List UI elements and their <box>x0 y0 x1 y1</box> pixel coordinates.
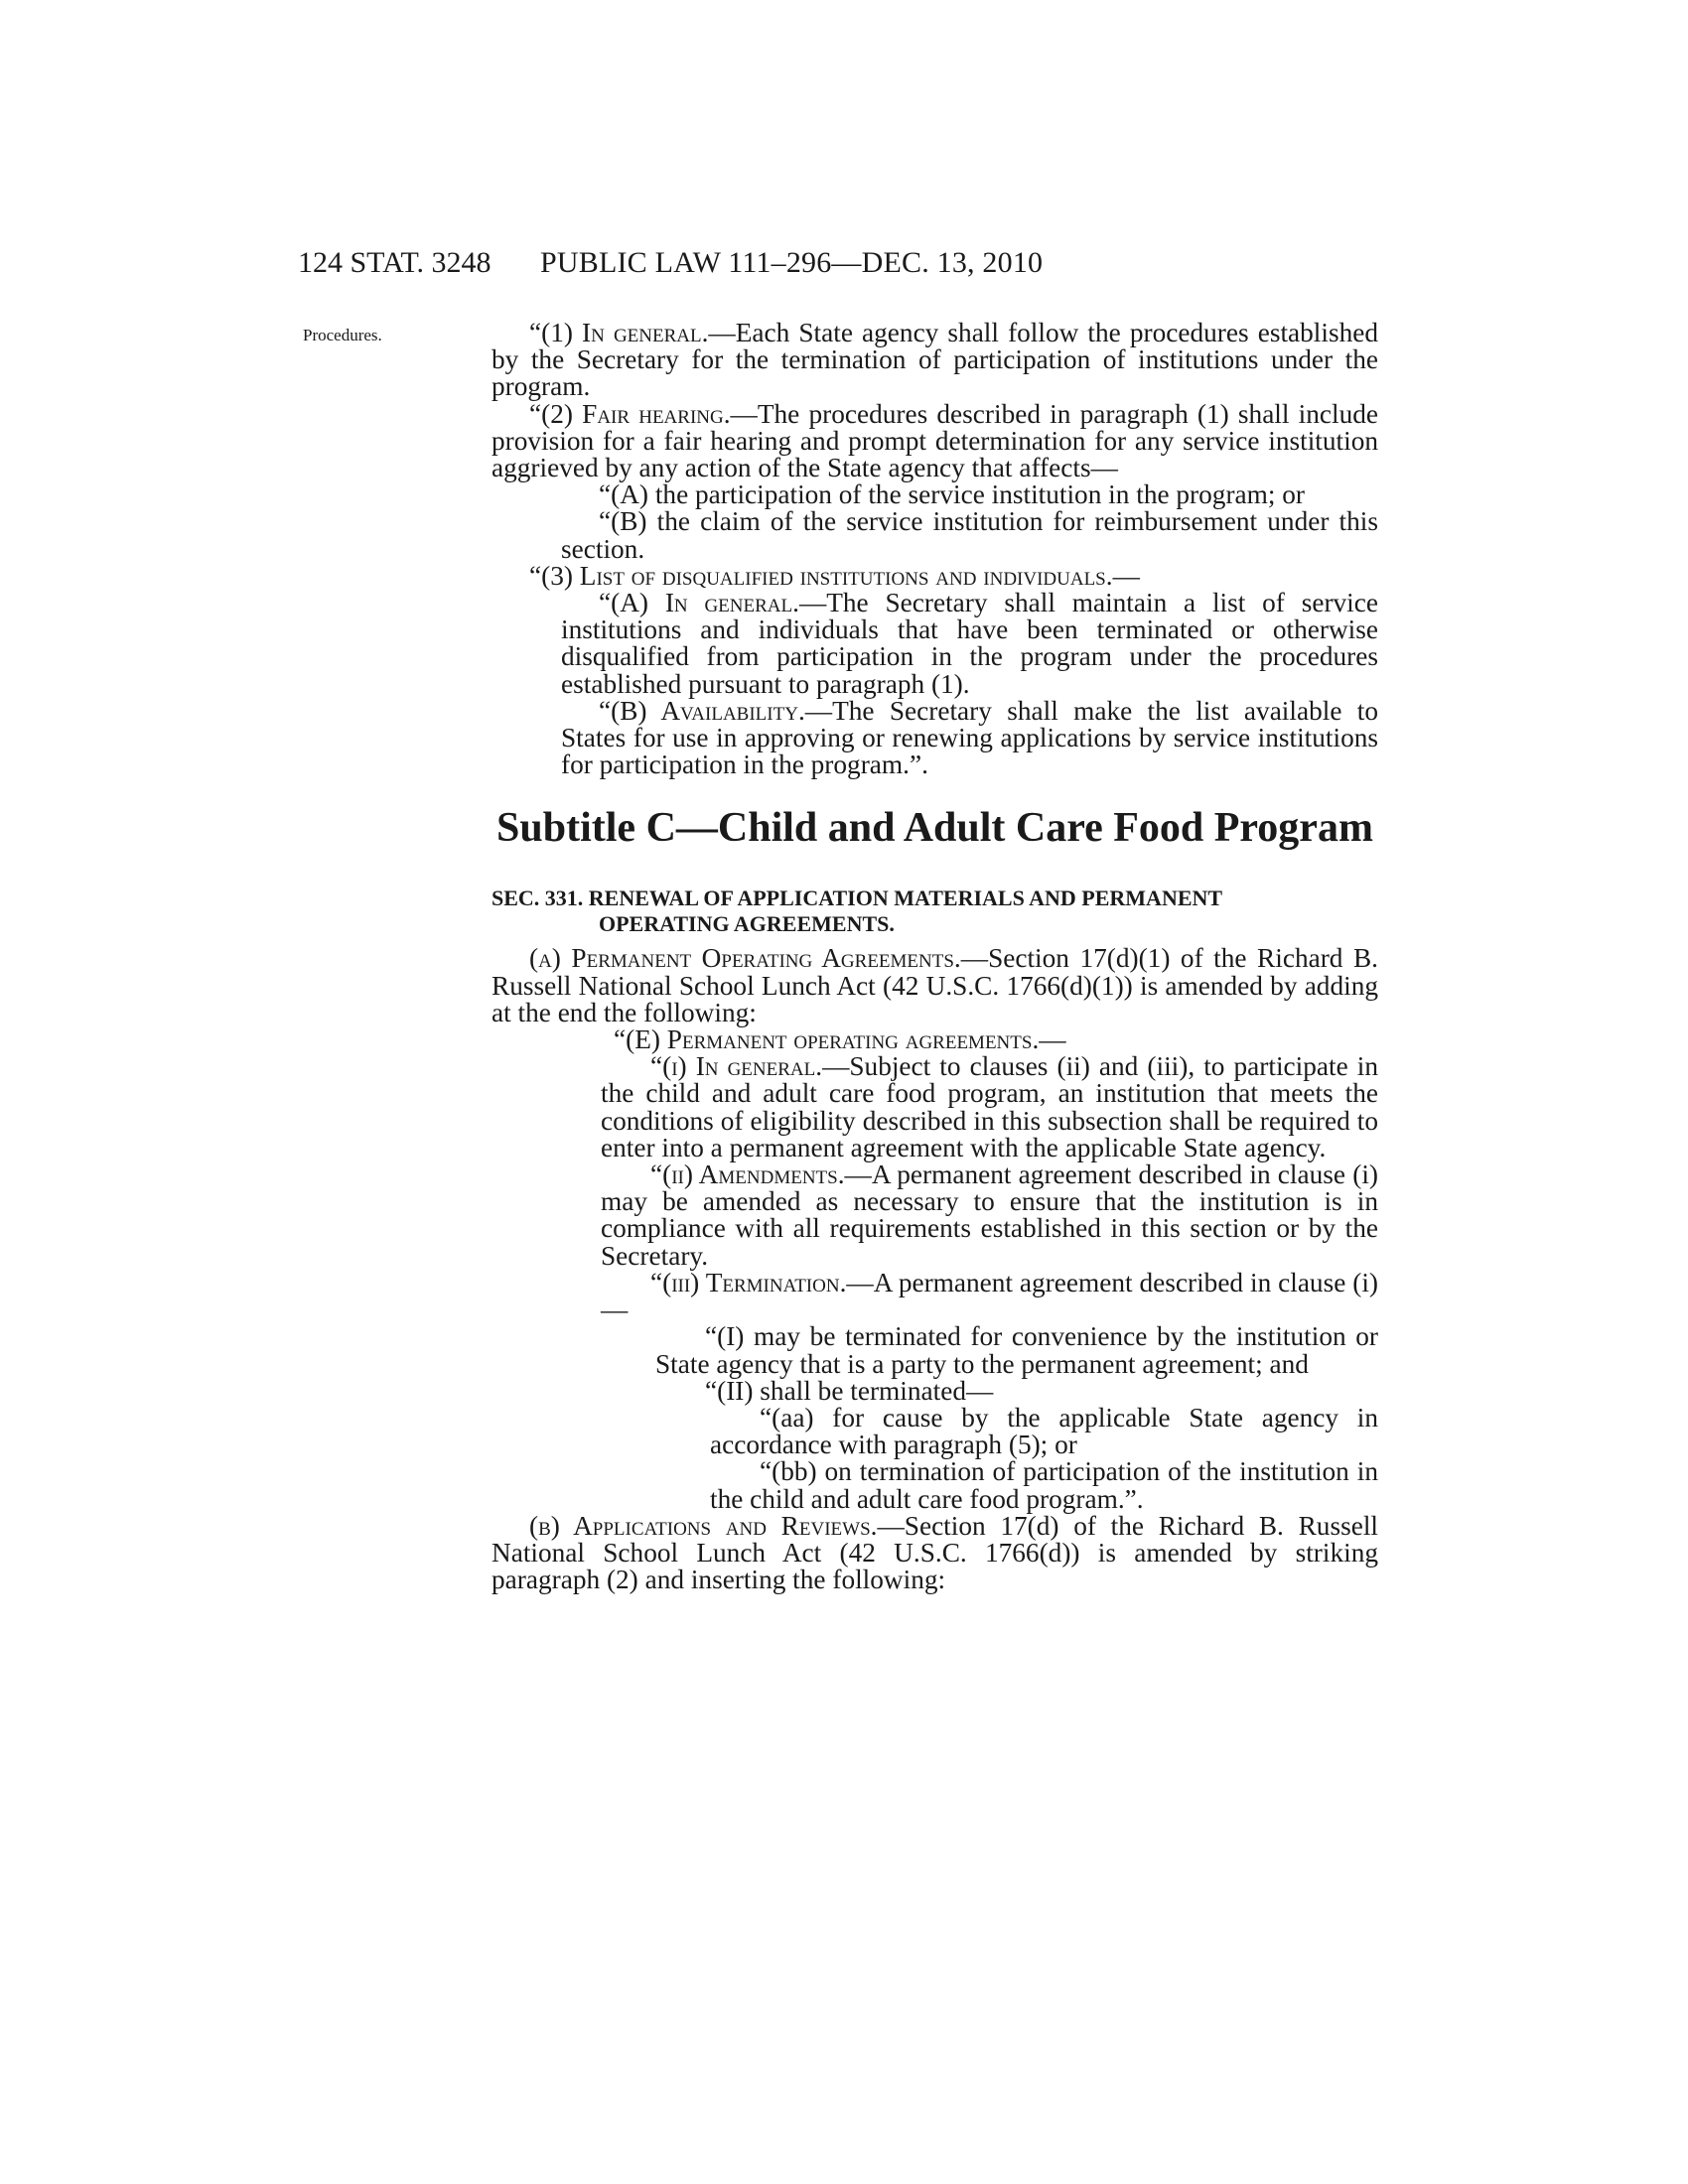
section-heading-line-1: SEC. 331. RENEWAL OF APPLICATION MATERIALS AND PERMANENT <box>492 886 1223 911</box>
paragraph-3: “(3) List of disqualified institutions and individuals.— <box>529 560 1140 591</box>
paragraph-heading: “(i) In general. <box>650 1051 823 1082</box>
subsection-b <box>492 1510 1378 1595</box>
clause-iii <box>492 1267 1378 1325</box>
paragraph-2 <box>492 398 1379 483</box>
paragraph-text: —A permanent agreement described in clause (i) may be amended as necessary to ensure that the institution is in compliance with all requirements established in this section or by the Secretary. <box>601 1160 1378 1271</box>
subparagraph-3b <box>492 695 1379 780</box>
subparagraph-2b: “(B) the claim of the service institution for reimbursement under this section. <box>561 506 1378 564</box>
item-bb: “(bb) on termination of participation of the institution in the child and adult care food program.”. <box>710 1456 1378 1514</box>
paragraph-text: —Subject to clauses (ii) and (iii), to participate in the child and adult care food program, an institution that meets the conditions of eligibility described in this subsection shall be required to enter into a permanent agreement with the applicable State agency. <box>601 1051 1379 1162</box>
paragraph-heading: “(ii) Amendments. <box>650 1160 845 1190</box>
paragraph-text: —The Secretary shall maintain a list of service institutions and individuals that have been terminated or otherwise disqualified from participation in the program under the procedures established pursuant to paragraph (1). <box>561 588 1379 699</box>
paragraph-text: —Section 17(d)(1) of the Richard B. Russell National School Lunch Act (42 U.S.C. 1766(d)(1)) is amended by adding at the end the following: <box>492 943 1378 1027</box>
paragraph-heading: (b) Applications and Reviews. <box>529 1510 878 1541</box>
paragraph-text: —A permanent agreement described in clause (i)— <box>601 1267 1378 1325</box>
paragraph-1 <box>492 320 1378 401</box>
subparagraph-2a: “(A) the participation of the service institution in the program; or <box>599 479 1306 510</box>
subclause-II: “(II) shall be terminated— <box>705 1375 994 1406</box>
paragraph-heading: “(A) In general. <box>599 588 799 618</box>
paragraph-text: —Each State agency shall follow the procedures established by the Secretary for the termination of participation of institutions under the program. <box>492 318 1378 402</box>
paragraph-heading: “(2) Fair hearing. <box>529 398 731 429</box>
section-heading <box>492 886 1378 937</box>
clause-ii <box>492 1161 1378 1270</box>
paragraph-heading: (a) Permanent Operating Agreements. <box>529 943 961 974</box>
paragraph-heading: “(B) Availability. <box>599 695 805 726</box>
statute-citation: 124 STAT. 3248 <box>298 246 492 279</box>
page-header <box>0 246 1688 286</box>
subparagraph-E: “(E) Permanent operating agreements.— <box>614 1024 1066 1055</box>
paragraph-text: —The procedures described in paragraph (1) shall include provision for a fair hearing and prompt determination for any service institution aggrieved by any action of the State agency that affects— <box>492 398 1379 483</box>
running-head: PUBLIC LAW 111–296—DEC. 13, 2010 <box>540 246 1044 279</box>
paragraph-heading: “(iii) Termination. <box>650 1267 847 1297</box>
clause-i <box>492 1053 1378 1161</box>
paragraph-heading: “(1) In general. <box>529 318 709 347</box>
item-aa: “(aa) for cause by the applicable State agency in accordance with paragraph (5); or <box>710 1402 1378 1460</box>
paragraph-text: —The Secretary shall make the list available to States for use in approving or renewing applications by service institutions for participation in the program.”. <box>561 695 1379 780</box>
subclause-I: “(I) may be terminated for convenience by the institution or State agency that is a party to the permanent agreement; and <box>655 1321 1378 1379</box>
subparagraph-3a <box>492 590 1378 698</box>
subsection-a <box>492 945 1378 1026</box>
section-heading-line-2: OPERATING AGREEMENTS. <box>599 911 895 937</box>
subtitle-heading: Subtitle C—Child and Adult Care Food Program <box>496 805 1373 852</box>
margin-note: Procedures. <box>303 326 382 344</box>
paragraph-text: —Section 17(d) of the Richard B. Russell National School Lunch Act (42 U.S.C. 1766(d)) is amended by striking paragraph (2) and inserting the following: <box>492 1510 1378 1595</box>
document-body <box>492 320 1378 1593</box>
